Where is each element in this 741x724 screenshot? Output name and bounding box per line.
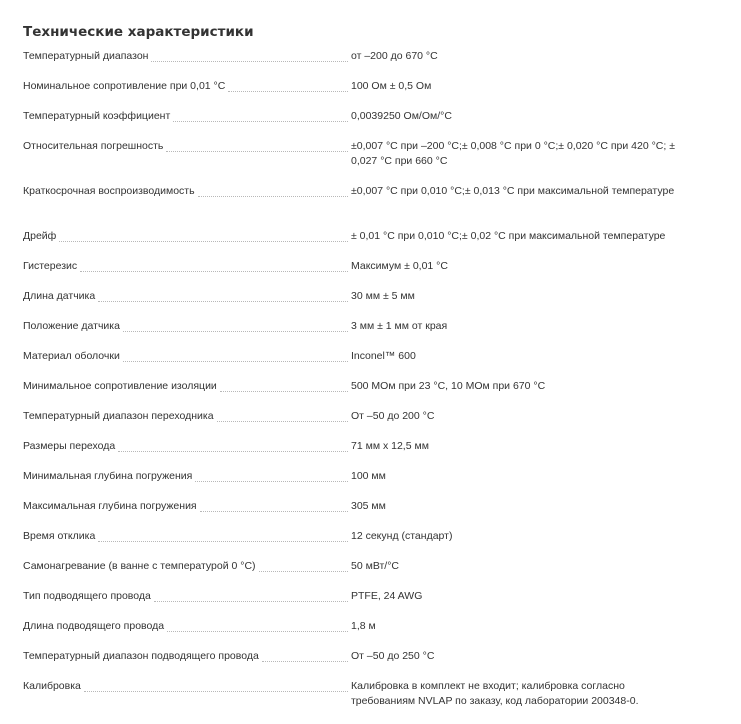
dotted-leader — [217, 409, 348, 422]
spec-value: ±0,007 °C при –200 °C;± 0,008 °C при 0 °C;± 0,020 °C при 420 °C; ± 0,027 °C при 660 °C — [351, 140, 675, 167]
dotted-leader — [167, 619, 348, 632]
spec-label: Самонагревание (в ванне с температурой 0 °C) — [23, 559, 259, 574]
spec-value: ±0,007 °C при 0,010 °C;± 0,013 °C при максимальной температуре — [351, 185, 675, 197]
spec-value: 100 Ом ± 0,5 Ом — [351, 80, 432, 92]
specs-title: Технические характеристики — [23, 24, 254, 40]
dotted-leader — [228, 79, 348, 92]
spec-value: Максимум ± 0,01 °C — [351, 260, 448, 272]
spec-label: Размеры перехода — [23, 439, 118, 454]
spec-label: Положение датчика — [23, 319, 123, 334]
spec-value: 500 МОм при 23 °C, 10 МОм при 670 °C — [351, 380, 546, 392]
spec-label: Относительная погрешность — [23, 139, 166, 154]
spec-value: Калибровка в комплект не входит; калибровка согласно требованиям NVLAP по заказу, код лаборатории 200348-0. — [351, 680, 639, 707]
dotted-leader — [220, 379, 348, 392]
dotted-leader — [262, 649, 348, 662]
spec-label: Минимальное сопротивление изоляции — [23, 379, 220, 394]
spec-label: Номинальное сопротивление при 0,01 °C — [23, 79, 228, 94]
dotted-leader — [259, 559, 348, 572]
dotted-leader — [173, 109, 348, 122]
spec-value: От –50 до 200 °C — [351, 410, 435, 422]
spec-value: Inconel™ 600 — [351, 350, 416, 362]
dotted-leader — [123, 319, 348, 332]
spec-value: От –50 до 250 °C — [351, 650, 435, 662]
spec-label: Тип подводящего провода — [23, 589, 154, 604]
dotted-leader — [98, 289, 348, 302]
spec-label: Температурный диапазон подводящего провода — [23, 649, 262, 664]
spec-value: 100 мм — [351, 470, 386, 482]
spec-label: Максимальная глубина погружения — [23, 499, 200, 514]
spec-label: Материал оболочки — [23, 349, 123, 364]
spec-value: ± 0,01 °C при 0,010 °C;± 0,02 °C при максимальной температуре — [351, 230, 666, 242]
spec-label: Краткосрочная воспроизводимость — [23, 184, 198, 199]
dotted-leader — [59, 229, 348, 242]
dotted-leader — [154, 589, 348, 602]
dotted-leader — [80, 259, 348, 272]
spec-value: 305 мм — [351, 500, 386, 512]
spec-label: Длина датчика — [23, 289, 98, 304]
spec-value: 30 мм ± 5 мм — [351, 290, 415, 302]
dotted-leader — [84, 679, 348, 692]
spec-value: 1,8 м — [351, 620, 376, 632]
dotted-leader — [200, 499, 348, 512]
spec-label: Дрейф — [23, 229, 59, 244]
spec-label: Калибровка — [23, 679, 84, 694]
spec-value: от –200 до 670 °C — [351, 50, 438, 62]
spec-value: PTFE, 24 AWG — [351, 590, 423, 602]
dotted-leader — [98, 529, 348, 542]
dotted-leader — [166, 139, 348, 152]
spec-value: 12 секунд (стандарт) — [351, 530, 453, 542]
spec-label: Температурный диапазон — [23, 49, 151, 64]
spec-label: Время отклика — [23, 529, 98, 544]
dotted-leader — [123, 349, 348, 362]
dotted-leader — [118, 439, 348, 452]
dotted-leader — [195, 469, 348, 482]
spec-value: 0,0039250 Ом/Ом/°C — [351, 110, 452, 122]
spec-label: Длина подводящего провода — [23, 619, 167, 634]
dotted-leader — [198, 184, 348, 197]
spec-value: 71 мм x 12,5 мм — [351, 440, 429, 452]
spec-label: Температурный диапазон переходника — [23, 409, 217, 424]
spec-value: 50 мВт/°C — [351, 560, 399, 572]
spec-label: Температурный коэффициент — [23, 109, 173, 124]
spec-label: Минимальная глубина погружения — [23, 469, 195, 484]
spec-label: Гистерезис — [23, 259, 80, 274]
dotted-leader — [151, 49, 348, 62]
spec-value: 3 мм ± 1 мм от края — [351, 320, 448, 332]
